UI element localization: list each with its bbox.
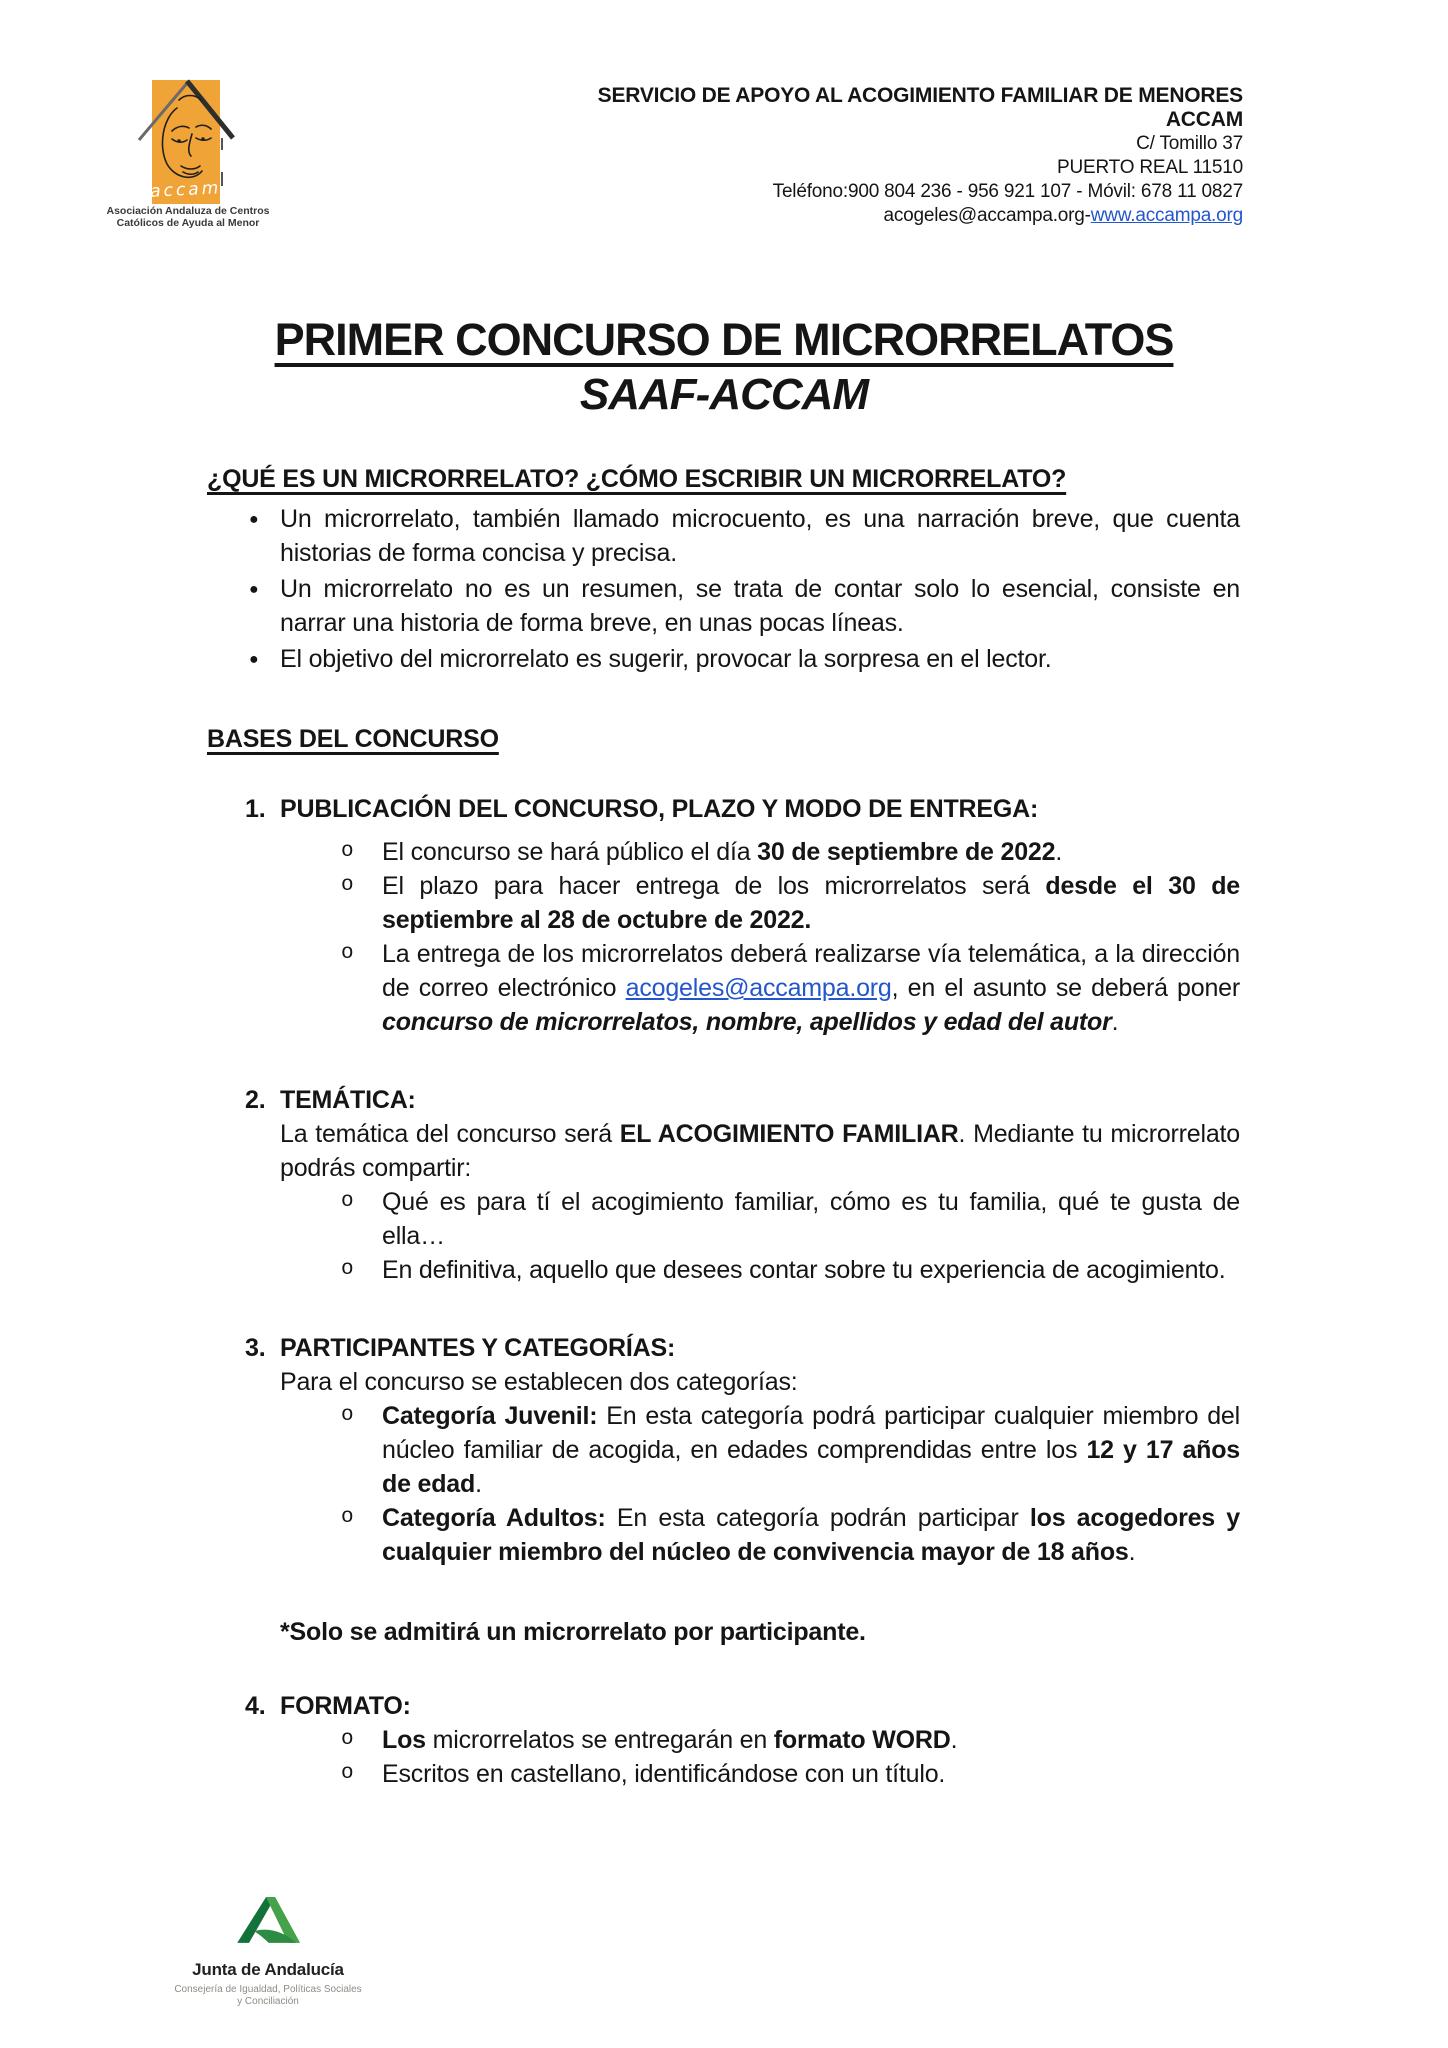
phone-line: Teléfono:900 804 236 - 956 921 107 - Móvil: 678 11 0827 [772, 181, 1243, 202]
text-segment: En definitiva, aquello que desees contar sobre tu experiencia de acogimiento. [382, 1256, 1226, 1284]
bullet-icon: ● [249, 511, 259, 528]
section-item [207, 937, 1240, 1039]
text-segment: En esta categoría podrá participar cualquier miembro del núcleo familiar de acogida, en edades comprendidas entre los [382, 1402, 1240, 1464]
text-segment: los acogedores y cualquier miembro del núcleo de convivencia mayor de 18 años [382, 1504, 1240, 1566]
section-item [207, 869, 1240, 937]
section-heading [207, 1689, 1240, 1723]
text-segment: . [1055, 838, 1063, 866]
text-segment: Un microrrelato no es un resumen, se trata de contar solo lo esencial, consiste en narrar una historia de forma breve, en unas pocas líneas. [280, 575, 1240, 637]
section-item-text [382, 1760, 945, 1788]
document-subtitle: SAAF-ACCAM [579, 370, 869, 419]
circle-bullet-icon: o [341, 1506, 354, 1529]
text-segment: Categoría Juvenil: [382, 1402, 598, 1430]
text-segment: La entrega de los microrrelatos deberá realizarse vía telemática, a la dirección de correo electrónico [382, 940, 1240, 1002]
circle-bullet-icon: o [341, 1258, 354, 1281]
section-number: 1. [245, 795, 266, 823]
circle-bullet-icon: o [341, 1190, 354, 1213]
section-heading [207, 1331, 1240, 1365]
section-number: 4. [245, 1692, 266, 1720]
section-heading [207, 1083, 1240, 1117]
section-publicacion [207, 792, 1240, 1039]
section-item-list [207, 1723, 1240, 1791]
section-item-list [207, 835, 1240, 1039]
section-item-text [382, 1504, 1240, 1566]
text-segment: 12 y 17 años de edad [382, 1436, 1240, 1498]
text-segment: formato WORD [773, 1726, 951, 1754]
accam-house-icon [125, 74, 245, 210]
accam-caption [97, 206, 279, 229]
text-segment: desde el 30 de septiembre al 28 de octubre de 2022. [382, 872, 1240, 934]
bases-heading: BASES DEL CONCURSO [207, 725, 499, 753]
section-item-text [382, 1726, 957, 1754]
section-item [207, 835, 1240, 869]
section-paragraph [207, 1365, 1240, 1399]
circle-bullet-icon: o [341, 874, 354, 897]
text-segment: Los [382, 1726, 426, 1754]
section-item-text [382, 872, 1240, 934]
document-title [0, 314, 1448, 366]
section-item-list [207, 1185, 1240, 1287]
bullet-icon: ● [249, 581, 259, 598]
circle-bullet-icon: o [341, 1728, 354, 1751]
text-segment: El objetivo del microrrelato es sugerir, provocar la sorpresa en el lector. [280, 645, 1052, 673]
header-contact-block [598, 84, 1243, 228]
section-formato [207, 1689, 1240, 1791]
section-item-text [382, 838, 1062, 866]
intro-bullet-list [207, 502, 1240, 676]
text-segment: concurso de microrrelatos, nombre, apellidos y edad del autor [382, 1008, 1112, 1036]
accam-caption-line1: Asociación Andaluza de Centros [106, 205, 270, 217]
footer-dept-line2: y Conciliación [237, 1996, 299, 2007]
section-title: PUBLICACIÓN DEL CONCURSO, PLAZO Y MODO DE ENTREGA: [280, 795, 1039, 823]
section-item-text [382, 1402, 1240, 1498]
accam-logo [125, 74, 245, 215]
circle-bullet-icon: o [341, 1404, 354, 1427]
document-title-text: PRIMER CONCURSO DE MICRORRELATOS [274, 314, 1174, 365]
bullet-icon: ● [249, 651, 259, 668]
footer-department [168, 1984, 368, 2008]
footer-org-name: Junta de Andalucía [192, 1960, 344, 1979]
org-abbreviation: ACCAM [1165, 108, 1243, 131]
website-link[interactable]: www.accampa.org [1090, 205, 1243, 226]
text-segment: La temática del concurso será [280, 1120, 620, 1148]
text-segment: El plazo para hacer entrega de los microrrelatos será [382, 872, 1046, 900]
text-segment: Un microrrelato, también llamado microcuento, es una narración breve, que cuenta historias de forma concisa y precisa. [280, 505, 1240, 567]
section-item-text [382, 1188, 1240, 1250]
text-segment: Categoría Adultos: [382, 1504, 606, 1532]
section-number: 2. [245, 1086, 266, 1114]
email-row [598, 204, 1243, 228]
text-segment: . [950, 1726, 958, 1754]
section-title: PARTICIPANTES Y CATEGORÍAS: [280, 1334, 676, 1362]
footer-dept-line1: Consejería de Igualdad, Políticas Sociales [174, 1984, 362, 1995]
text-segment: En esta categoría podrán participar [605, 1504, 1030, 1532]
section-paragraph [207, 1117, 1240, 1185]
intro-bullet-text [280, 645, 1051, 673]
section-number: 3. [245, 1334, 266, 1362]
text-segment: . [1128, 1538, 1136, 1566]
section-item [207, 1501, 1240, 1569]
email-address: acogeles@accampa.org- [883, 205, 1091, 226]
intro-heading: ¿QUÉ ES UN MICRORRELATO? ¿CÓMO ESCRIBIR UN MICRORRELATO? [207, 465, 1067, 493]
section-tematica [207, 1083, 1240, 1287]
text-segment: . Mediante tu microrrelato podrás compartir: [280, 1120, 1240, 1182]
intro-bullet [207, 642, 1240, 676]
participation-note: *Solo se admitirá un microrrelato por participante. [280, 1618, 866, 1646]
section-item-text [382, 940, 1240, 1036]
section-item [207, 1723, 1240, 1757]
section-item-text [382, 1256, 1226, 1284]
section-title: TEMÁTICA: [280, 1086, 416, 1114]
footer [168, 1882, 368, 2008]
text-segment: microrrelatos se entregarán en [425, 1726, 774, 1754]
section-item [207, 1185, 1240, 1253]
text-segment: EL ACOGIMIENTO FAMILIAR [619, 1120, 959, 1148]
intro-bullet [207, 502, 1240, 570]
email-link[interactable]: acogeles@accampa.org [625, 974, 892, 1002]
org-name: SERVICIO DE APOYO AL ACOGIMIENTO FAMILIAR DE MENORES [597, 84, 1243, 107]
intro-bullet-text [280, 505, 1240, 567]
circle-bullet-icon: o [341, 1762, 354, 1785]
intro-bullet [207, 572, 1240, 640]
section-item [207, 1399, 1240, 1501]
address-street: C/ Tomillo 37 [1136, 133, 1243, 154]
section-participantes [207, 1331, 1240, 1649]
section-title: FORMATO: [280, 1692, 411, 1720]
section-item [207, 1253, 1240, 1287]
section-item [207, 1757, 1240, 1791]
address-city: PUERTO REAL 11510 [1057, 157, 1243, 178]
accam-caption-line2: Católicos de Ayuda al Menor [116, 216, 260, 229]
text-segment: , en el asunto se deberá poner [891, 974, 1241, 1002]
text-segment: El concurso se hará público el día [382, 838, 758, 866]
accam-logo-script: accam [149, 178, 222, 202]
text-segment: . [1111, 1008, 1119, 1036]
text-segment: Para el concurso se establecen dos categorías: [280, 1368, 798, 1396]
text-segment: Qué es para tí el acogimiento familiar, cómo es tu familia, qué te gusta de ella… [382, 1188, 1240, 1250]
circle-bullet-icon: o [341, 840, 354, 863]
text-segment: . [475, 1470, 482, 1498]
junta-andalucia-logo-icon [232, 1882, 304, 1958]
text-segment: 30 de septiembre de 2022 [757, 838, 1056, 866]
circle-bullet-icon: o [341, 942, 354, 965]
section-heading [207, 792, 1240, 826]
section-item-list [207, 1399, 1240, 1569]
text-segment: Escritos en castellano, identificándose con un título. [382, 1760, 946, 1788]
document-body [207, 462, 1240, 1791]
intro-bullet-text [280, 575, 1240, 637]
